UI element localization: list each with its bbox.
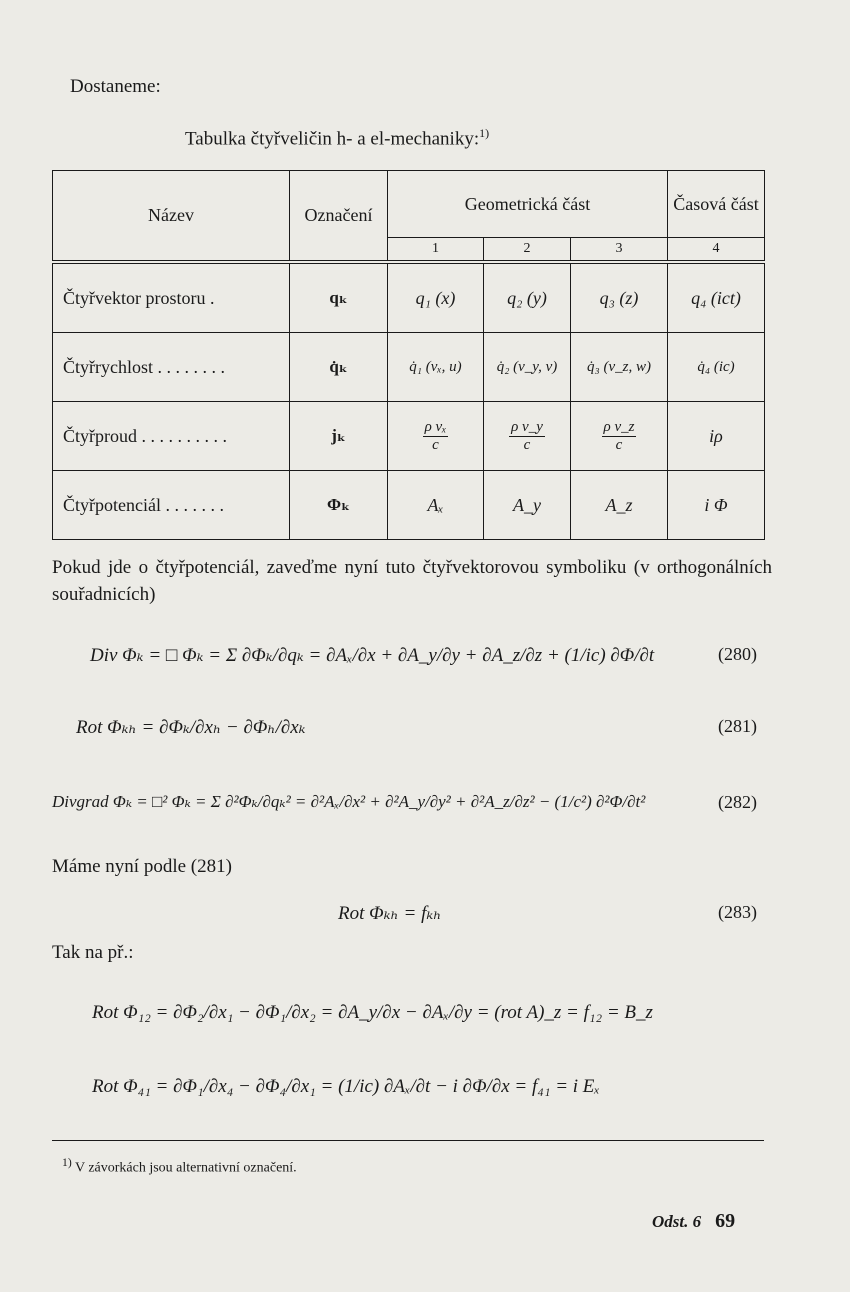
row-symbol: jₖ <box>290 402 388 471</box>
row-symbol: Φₖ <box>290 471 388 540</box>
footnote-text: V závorkách jsou alternativní označení. <box>74 1160 297 1176</box>
row-cell <box>484 402 571 471</box>
table-caption <box>185 126 489 150</box>
equation-number-281: (281) <box>718 716 757 736</box>
row-cell: q₂ (y) <box>484 262 571 333</box>
row-cell: A_y <box>484 471 571 540</box>
row-cell: A_z <box>571 471 668 540</box>
table-row <box>53 471 765 540</box>
header-col1: 1 <box>388 238 484 263</box>
row-cell <box>571 402 668 471</box>
header-symbol: Označení <box>290 171 388 263</box>
table-row <box>53 262 765 333</box>
row-name: Čtyřpotenciál . . . . . . . <box>53 471 290 540</box>
header-name: Název <box>53 171 290 263</box>
table-row <box>53 402 765 471</box>
text-paragraph-281: Máme nyní podle (281) <box>52 856 232 877</box>
equation-number-280: (280) <box>718 644 757 664</box>
paragraph: Pokud jde o čtyřpotenciál, zaveďme nyní tuto čtyřvektorovou symboliku (v orthogonálních souřadnicích) <box>52 557 772 605</box>
equation-283: Rot Φₖₕ = fₖₕ <box>338 903 442 924</box>
header-col4: 4 <box>668 238 765 263</box>
fraction-denominator: c <box>523 436 531 453</box>
fraction <box>509 419 545 454</box>
fraction-numerator: ρ vₓ <box>424 418 447 435</box>
row-cell: i Φ <box>668 471 765 540</box>
row-cell: q₄ (ict) <box>668 262 765 333</box>
header-geometric: Geometrická část <box>388 171 668 238</box>
example-equation-41: Rot Φ₄₁ = ∂Φ₁/∂x₄ − ∂Φ₄/∂x₁ = (1/ic) ∂Aₓ/∂t − i ∂Φ/∂x = f₄₁ = i Eₓ <box>92 1076 600 1097</box>
row-cell: q₁ (x) <box>388 262 484 333</box>
row-name: Čtyřrychlost . . . . . . . . <box>53 333 290 402</box>
page-footer <box>652 1210 735 1233</box>
fraction <box>602 419 637 454</box>
table-caption-footnote-ref: 1) <box>479 126 490 140</box>
footnote-mark: 1) <box>62 1156 72 1169</box>
section-label: Odst. 6 <box>652 1212 702 1231</box>
table-row <box>53 333 765 402</box>
row-name: Čtyřvektor prostoru . <box>53 262 290 333</box>
row-cell <box>388 402 484 471</box>
equation-number-283: (283) <box>718 902 757 922</box>
header-col2: 2 <box>484 238 571 263</box>
fraction-denominator: c <box>615 436 623 453</box>
row-cell: q̇₁ (vₓ, u) <box>388 333 484 402</box>
row-symbol: q̇ₖ <box>290 333 388 402</box>
footnote <box>62 1156 297 1177</box>
intro-text: Dostaneme: <box>70 76 161 97</box>
table-caption-text: Tabulka čtyřveličin h- a el-mechaniky: <box>185 128 480 150</box>
row-cell: Aₓ <box>388 471 484 540</box>
header-col3: 3 <box>571 238 668 263</box>
row-symbol: qₖ <box>290 262 388 333</box>
example-equation-12: Rot Φ₁₂ = ∂Φ₂/∂x₁ − ∂Φ₁/∂x₂ = ∂A_y/∂x − ∂Aₓ/∂y = (rot A)_z = f₁₂ = B_z <box>92 1002 653 1023</box>
footnote-divider <box>52 1140 764 1141</box>
header-time: Časová část <box>668 171 765 238</box>
row-cell: q̇₄ (ic) <box>668 333 765 402</box>
equation-282: Divgrad Φₖ = □² Φₖ = Σ ∂²Φₖ/∂qₖ² = ∂²Aₓ/∂x² + ∂²A_y/∂y² + ∂²A_z/∂z² − (1/c²) ∂²Φ/∂t² <box>52 792 646 811</box>
row-cell: q̇₂ (v_y, v) <box>484 333 571 402</box>
equation-281: Rot Φₖₕ = ∂Φₖ/∂xₕ − ∂Φₕ/∂xₖ <box>76 717 306 738</box>
row-name: Čtyřproud . . . . . . . . . . <box>53 402 290 471</box>
equation-number-282: (282) <box>718 792 757 812</box>
example-label: Tak na př.: <box>52 942 134 963</box>
row-cell: q₃ (z) <box>571 262 668 333</box>
quantities-table <box>52 170 765 540</box>
fraction-denominator: c <box>432 436 439 453</box>
page-number: 69 <box>715 1210 736 1232</box>
row-cell: q̇₃ (v_z, w) <box>571 333 668 402</box>
fraction-numerator: ρ v_z <box>603 418 635 435</box>
fraction <box>423 419 449 454</box>
row-cell: iρ <box>668 402 765 471</box>
equation-280: Div Φₖ = □ Φₖ = Σ ∂Φₖ/∂qₖ = ∂Aₓ/∂x + ∂A_y/∂y + ∂A_z/∂z + (1/ic) ∂Φ/∂t <box>90 645 655 666</box>
fraction-numerator: ρ v_y <box>511 418 543 435</box>
